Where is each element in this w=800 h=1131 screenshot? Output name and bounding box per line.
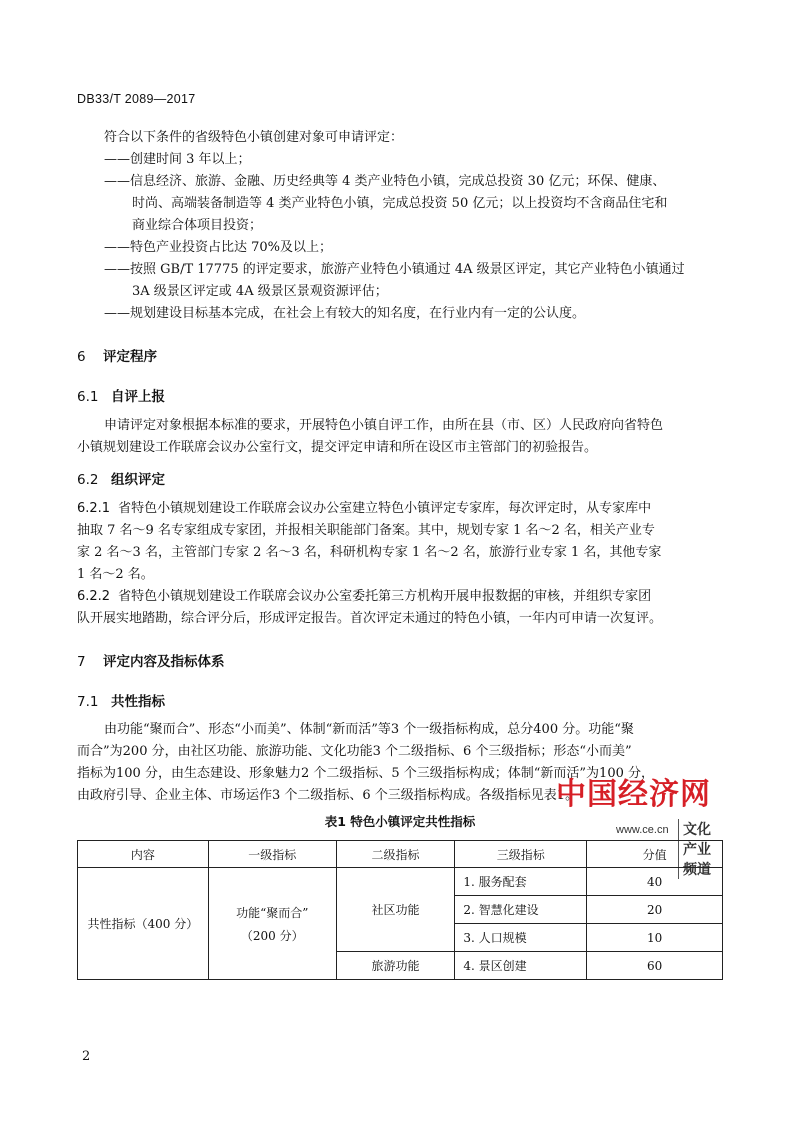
table-header-row bbox=[78, 841, 723, 868]
subsection-number: 6.1 bbox=[77, 389, 99, 405]
subsection-title: 组织评定 bbox=[111, 472, 165, 488]
section-heading-7 bbox=[77, 650, 225, 670]
page-number: 2 bbox=[82, 1049, 91, 1064]
level2-cell: 旅游功能 bbox=[336, 952, 455, 980]
score-cell: 40 bbox=[587, 868, 723, 896]
level3-cell: 3. 人口规模 bbox=[455, 924, 587, 952]
paragraph-line: 抽取 7 名～9 名专家组成专家团，并报相关职能部门备案。其中，规划专家 1 名～2 名，相关产业专 bbox=[77, 523, 655, 538]
header-cell: 内容 bbox=[78, 841, 209, 868]
condition-line: 时尚、高端装备制造等 4 类产业特色小镇，完成总投资 50 亿元；以上投资均不含商品住宅和 bbox=[132, 196, 668, 211]
header-cell: 一级指标 bbox=[208, 841, 336, 868]
indicator-table bbox=[77, 840, 723, 980]
subsection-number: 7.1 bbox=[77, 694, 99, 710]
content-cell: 共性指标（400 分） bbox=[78, 868, 209, 980]
paragraph-line: 队开展实地踏勘，综合评分后，形成评定报告。首次评定未通过的特色小镇，一年内可申请一次复评。 bbox=[77, 611, 663, 626]
level3-cell: 1. 服务配套 bbox=[455, 868, 587, 896]
paragraph-line: 省特色小镇规划建设工作联席会议办公室委托第三方机构开展申报数据的审核，并组织专家团 bbox=[118, 589, 652, 604]
condition-line: ——特色产业投资占比达 70%及以上； bbox=[104, 240, 333, 255]
score-cell: 10 bbox=[587, 924, 723, 952]
paragraph-line: 家 2 名～3 名，主管部门专家 2 名～3 名，科研机构专家 1 名～2 名，旅游行业专家 1 名，其他专家 bbox=[77, 545, 662, 560]
level2-cell: 社区功能 bbox=[336, 868, 455, 952]
condition-line: ——信息经济、旅游、金融、历史经典等 4 类产业特色小镇，完成总投资 30 亿元；环保、健康、 bbox=[104, 174, 666, 189]
condition-line: ——创建时间 3 年以上； bbox=[104, 152, 251, 167]
table-title: 表1 特色小镇评定共性指标 bbox=[324, 814, 476, 829]
document-code: DB33/T 2089—2017 bbox=[77, 92, 196, 106]
score-cell: 60 bbox=[587, 952, 723, 980]
section-title: 评定程序 bbox=[103, 349, 157, 365]
score-cell: 20 bbox=[587, 896, 723, 924]
paragraph-line: 而合”为200 分，由社区功能、旅游功能、文化功能3 个二级指标、6 个三级指标；形态“小而美” bbox=[77, 744, 632, 759]
paragraph-line: 1 名～2 名。 bbox=[77, 567, 154, 582]
paragraph-line: 指标为100 分，由生态建设、形象魅力2 个二级指标、5 个三级指标构成；体制“新而活”为100 分， bbox=[77, 766, 654, 781]
watermark-channel: 文化产业频道 bbox=[678, 819, 711, 879]
watermark-url: www.ce.cn bbox=[616, 824, 669, 836]
level3-cell: 4. 景区创建 bbox=[455, 952, 587, 980]
section-number: 6 bbox=[77, 349, 86, 365]
watermark-logo: 中国经济网 bbox=[556, 777, 711, 812]
level1-cell bbox=[208, 868, 336, 980]
paragraph-line: 省特色小镇规划建设工作联席会议办公室建立特色小镇评定专家库，每次评定时，从专家库中 bbox=[118, 501, 652, 516]
subsection-heading-6-1 bbox=[77, 385, 165, 405]
paragraph-line: 由政府引导、企业主体、市场运作3 个二级指标、6 个三级指标构成。各级指标见表1。 bbox=[77, 788, 579, 803]
section-title: 评定内容及指标体系 bbox=[103, 654, 225, 670]
header-cell: 三级指标 bbox=[455, 841, 587, 868]
condition-line: ——按照 GB/T 17775 的评定要求，旅游产业特色小镇通过 4A 级景区评定，其它产业特色小镇通过 bbox=[104, 262, 685, 277]
condition-line: 3A 级景区评定或 4A 级景区景观资源评估； bbox=[132, 284, 388, 299]
header-cell: 分值 bbox=[587, 841, 723, 868]
level1-name: 功能“聚而合” bbox=[236, 905, 309, 920]
paragraph-line: 小镇规划建设工作联席会议办公室行文，提交评定申请和所在设区市主管部门的初验报告。 bbox=[77, 440, 598, 455]
table-row bbox=[78, 868, 723, 896]
clause-6-2-1 bbox=[77, 498, 723, 520]
paragraph-line: 由功能“聚而合”、形态“小而美”、体制“新而活”等3 个一级指标构成，总分400 分。功能“聚 bbox=[104, 722, 634, 737]
condition-line: 商业综合体项目投资； bbox=[132, 218, 263, 233]
subsection-heading-7-1 bbox=[77, 690, 165, 710]
subsection-number: 6.2 bbox=[77, 472, 99, 488]
clause-6-2-2 bbox=[77, 586, 723, 608]
level3-cell: 2. 智慧化建设 bbox=[455, 896, 587, 924]
section-heading-6 bbox=[77, 345, 157, 365]
section-number: 7 bbox=[77, 654, 86, 670]
intro-lead: 符合以下条件的省级特色小镇创建对象可申请评定： bbox=[104, 130, 404, 145]
subsection-title: 共性指标 bbox=[111, 694, 165, 710]
subsection-heading-6-2 bbox=[77, 468, 165, 488]
paragraph-line: 申请评定对象根据本标准的要求，开展特色小镇自评工作，由所在县（市、区）人民政府向省特色 bbox=[104, 418, 664, 433]
clause-number: 6.2.2 bbox=[77, 589, 111, 604]
condition-line: ——规划建设目标基本完成，在社会上有较大的知名度，在行业内有一定的公认度。 bbox=[104, 306, 586, 321]
subsection-title: 自评上报 bbox=[111, 389, 165, 405]
clause-number: 6.2.1 bbox=[77, 501, 111, 516]
level1-score: （200 分） bbox=[240, 928, 304, 943]
header-cell: 二级指标 bbox=[336, 841, 455, 868]
